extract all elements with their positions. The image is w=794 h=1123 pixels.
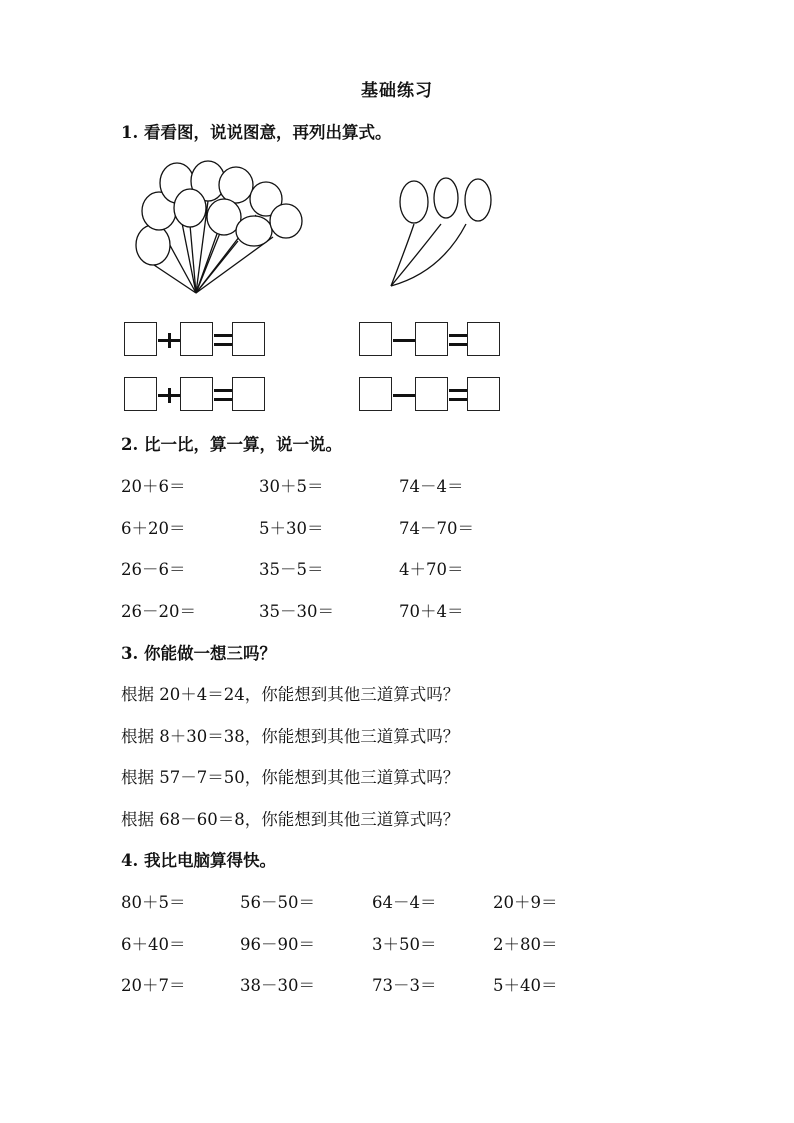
equals-sign-top — [449, 389, 467, 392]
answer-box[interactable] — [359, 377, 392, 411]
equals-sign-top — [214, 334, 232, 337]
q4-expression: 56－50＝ — [240, 893, 315, 912]
q4-expression: 96－90＝ — [240, 935, 315, 954]
q2-expression: 70＋4＝ — [399, 602, 464, 621]
q4-expression: 6＋40＝ — [121, 935, 186, 954]
answer-box[interactable] — [180, 377, 213, 411]
three-balloons-picture — [386, 172, 501, 292]
q2-expression: 30＋5＝ — [259, 477, 324, 496]
answer-box[interactable] — [124, 377, 157, 411]
question-2-heading: 2. 比一比，算一算，说一说。 — [121, 435, 342, 454]
equals-sign-bottom — [449, 343, 467, 346]
answer-box[interactable] — [467, 377, 500, 411]
q4-expression: 3＋50＝ — [372, 935, 437, 954]
plus-sign-vertical — [168, 388, 171, 403]
answer-box[interactable] — [415, 322, 448, 356]
minus-sign — [393, 394, 415, 397]
equals-sign-top — [214, 389, 232, 392]
equals-sign-bottom — [214, 343, 232, 346]
question-3-heading: 3. 你能做一想三吗？ — [121, 644, 276, 663]
answer-box[interactable] — [415, 377, 448, 411]
q2-expression: 26－6＝ — [121, 560, 186, 579]
balloon-bunch-picture — [128, 155, 308, 300]
answer-box[interactable] — [232, 377, 265, 411]
question-1-heading: 1. 看看图，说说图意，再列出算式。 — [121, 123, 392, 142]
q4-expression: 5＋40＝ — [493, 976, 558, 995]
answer-box[interactable] — [467, 322, 500, 356]
question-4-heading: 4. 我比电脑算得快。 — [121, 851, 276, 870]
q2-expression: 5＋30＝ — [259, 519, 324, 538]
page-title: 基础练习 — [361, 81, 433, 101]
answer-box[interactable] — [232, 322, 265, 356]
q2-expression: 26－20＝ — [121, 602, 196, 621]
q2-expression: 20＋6＝ — [121, 477, 186, 496]
q2-expression: 4＋70＝ — [399, 560, 464, 579]
q4-expression: 73－3＝ — [372, 976, 437, 995]
q4-expression: 20＋7＝ — [121, 976, 186, 995]
q4-expression: 2＋80＝ — [493, 935, 558, 954]
q4-expression: 80＋5＝ — [121, 893, 186, 912]
q4-expression: 20＋9＝ — [493, 893, 558, 912]
answer-box[interactable] — [180, 322, 213, 356]
q2-expression: 74－4＝ — [399, 477, 464, 496]
q4-expression: 38－30＝ — [240, 976, 315, 995]
answer-box[interactable] — [359, 322, 392, 356]
q4-expression: 64－4＝ — [372, 893, 437, 912]
q2-expression: 35－5＝ — [259, 560, 324, 579]
q2-expression: 6＋20＝ — [121, 519, 186, 538]
plus-sign-vertical — [168, 333, 171, 348]
equals-sign-bottom — [214, 398, 232, 401]
q3-line: 根据 68－60＝8，你能想到其他三道算式吗？ — [121, 810, 460, 829]
q3-line: 根据 20＋4＝24，你能想到其他三道算式吗？ — [121, 685, 460, 704]
minus-sign — [393, 339, 415, 342]
q3-line: 根据 57－7＝50，你能想到其他三道算式吗？ — [121, 768, 460, 787]
q3-line: 根据 8＋30＝38，你能想到其他三道算式吗？ — [121, 727, 460, 746]
q2-expression: 35－30＝ — [259, 602, 334, 621]
q2-expression: 74－70＝ — [399, 519, 474, 538]
answer-box[interactable] — [124, 322, 157, 356]
equals-sign-top — [449, 334, 467, 337]
equals-sign-bottom — [449, 398, 467, 401]
